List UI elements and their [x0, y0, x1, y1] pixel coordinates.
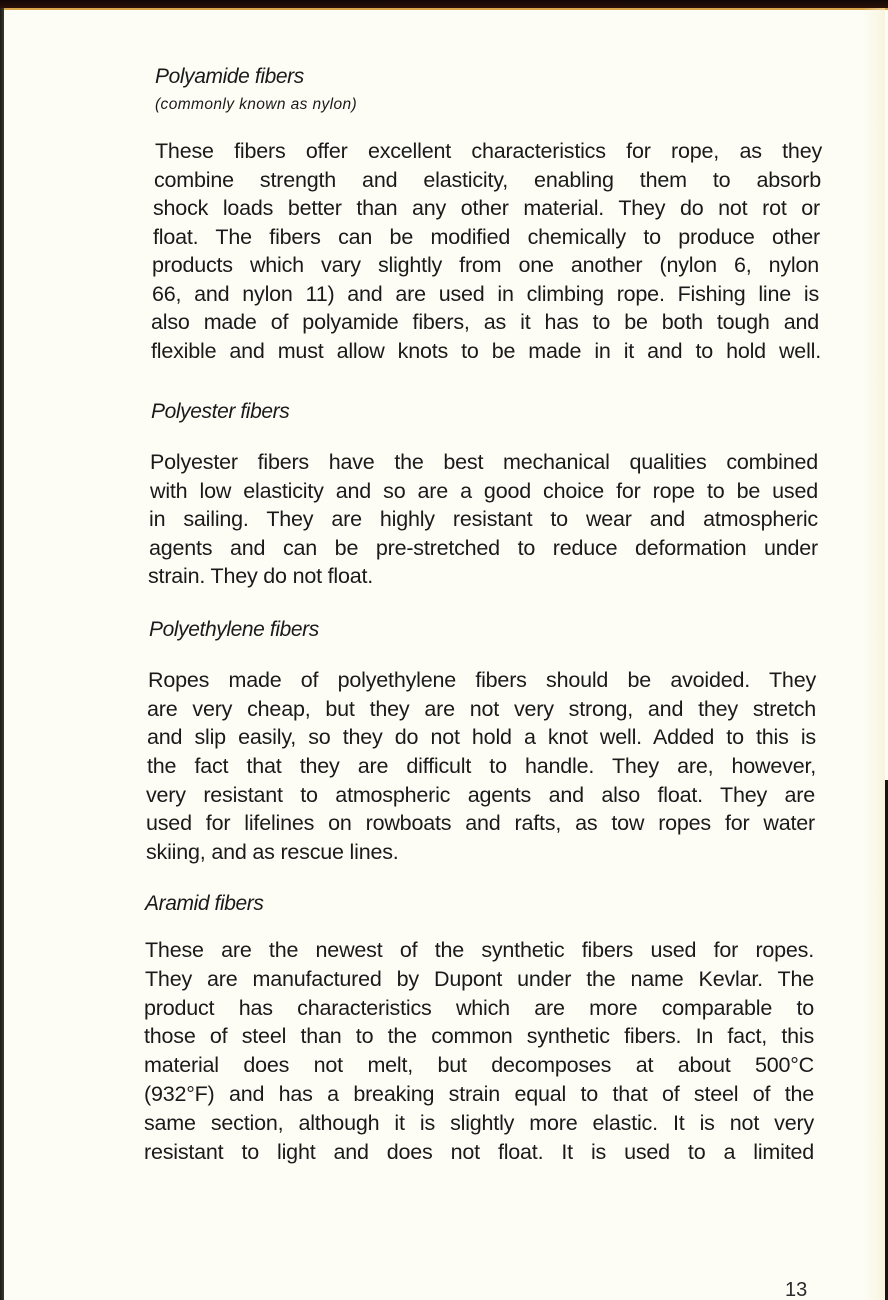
- scan-left-edge: [0, 8, 4, 1300]
- paragraph-line: These are the newest of the synthetic fibers used for ropes.: [145, 938, 814, 962]
- section-heading-aramid: Aramid fibers: [145, 892, 264, 915]
- paragraph-line: strain. They do not float.: [148, 564, 374, 588]
- paragraph-line: are very cheap, but they are not very strong, and they stretch: [147, 697, 816, 721]
- paragraph-line: combine strength and elasticity, enabling them to absorb: [154, 168, 821, 192]
- paragraph-line: material does not melt, but decomposes at about 500°C: [144, 1053, 814, 1077]
- paragraph-line: resistant to light and does not float. It is used to a limited: [144, 1140, 814, 1164]
- paragraph-line: 66, and nylon 11) and are used in climbing rope. Fishing line is: [152, 282, 819, 306]
- paragraph-line: Ropes made of polyethylene fibers should be avoided. They: [148, 668, 816, 692]
- page-number: 13: [785, 1279, 808, 1300]
- paragraph-line: also made of polyamide fibers, as it has to be both tough and: [151, 310, 819, 334]
- paragraph-line: These fibers offer excellent characteristics for rope, as they: [155, 139, 822, 163]
- paragraph-line: Polyester fibers have the best mechanical qualities combined: [150, 450, 818, 474]
- paragraph-line: shock loads better than any other material. They do not rot or: [153, 196, 820, 220]
- section-subheading-nylon: (commonly known as nylon): [155, 96, 358, 113]
- page-gutter-shade: [863, 8, 885, 1300]
- paragraph-line: flexible and must allow knots to be made in it and to hold well.: [151, 339, 821, 363]
- section-heading-polyethylene: Polyethylene fibers: [149, 618, 319, 641]
- section-heading-polyamide: Polyamide fibers: [155, 65, 304, 88]
- section-heading-polyester: Polyester fibers: [151, 400, 290, 423]
- paragraph-line: used for lifelines on rowboats and rafts, as tow ropes for water: [146, 811, 815, 835]
- paragraph-line: products which vary slightly from one another (nylon 6, nylon: [152, 253, 819, 277]
- scan-top-edge: [0, 0, 888, 10]
- paragraph-line: float. The fibers can be modified chemically to produce other: [153, 225, 820, 249]
- paragraph-line: same section, although it is slightly more elastic. It is not very: [144, 1111, 814, 1135]
- paragraph-line: They are manufactured by Dupont under the name Kevlar. The: [145, 967, 814, 991]
- paragraph-line: with low elasticity and so are a good choice for rope to be used: [150, 479, 818, 503]
- paragraph-line: the fact that they are difficult to handle. They are, however,: [147, 754, 816, 778]
- paragraph-line: very resistant to atmospheric agents and also float. They are: [146, 783, 815, 807]
- paragraph-line: product has characteristics which are more comparable to: [144, 996, 814, 1020]
- paragraph-line: and slip easily, so they do not hold a knot well. Added to this is: [147, 725, 816, 749]
- paragraph-line: skiing, and as rescue lines.: [146, 840, 399, 864]
- paragraph-line: those of steel than to the common synthetic fibers. In fact, this: [144, 1024, 814, 1048]
- paragraph-line: (932°F) and has a breaking strain equal to that of steel of the: [144, 1082, 814, 1106]
- paragraph-line: agents and can be pre-stretched to reduce deformation under: [149, 536, 818, 560]
- paragraph-line: in sailing. They are highly resistant to wear and atmospheric: [149, 507, 818, 531]
